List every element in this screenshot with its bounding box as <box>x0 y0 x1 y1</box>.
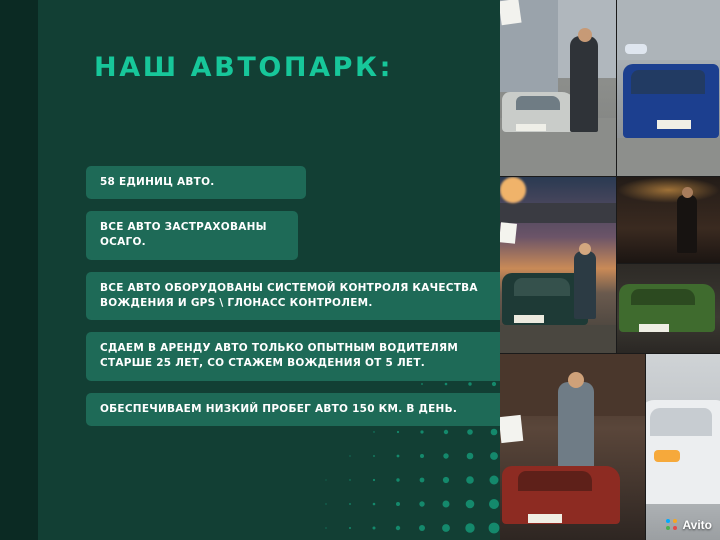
list-item: СДАЕМ В АРЕНДУ АВТО ТОЛЬКО ОПЫТНЫМ ВОДИТЕЛЯМ СТАРШЕ 25 ЛЕТ, СО СТАЖЕМ ВОЖДЕНИЯ ОТ 5 ЛЕТ. <box>86 332 500 380</box>
watermark-label: Avito <box>682 518 712 532</box>
photo-man-red-car <box>500 354 645 540</box>
avito-watermark <box>666 518 712 532</box>
left-accent-strip <box>0 0 38 540</box>
list-item: ВСЕ АВТО ЗАСТРАХОВАНЫ ОСАГО. <box>86 211 298 259</box>
photo-man-silver-car <box>500 0 616 176</box>
avito-logo-icon <box>666 519 678 531</box>
page-title: НАШ АВТОПАРК: <box>94 52 394 83</box>
list-item: ОБЕСПЕЧИВАЕМ НИЗКИЙ ПРОБЕГ АВТО 150 КМ. В ДЕНЬ. <box>86 393 500 426</box>
list-item: ВСЕ АВТО ОБОРУДОВАНЫ СИСТЕМОЙ КОНТРОЛЯ КАЧЕСТВА ВОЖДЕНИЯ И GPS \ ГЛОНАСС КОНТРОЛЕМ. <box>86 272 500 320</box>
photo-blue-car <box>617 0 720 176</box>
photo-collage <box>500 0 720 540</box>
photo-sunset-woman-car <box>500 177 616 353</box>
content-panel <box>38 0 500 540</box>
photo-garage-interior <box>617 177 720 263</box>
bullet-list <box>86 166 500 438</box>
photo-white-car-front <box>646 354 720 540</box>
list-item: 58 ЕДИНИЦ АВТО. <box>86 166 306 199</box>
photo-green-car <box>617 264 720 353</box>
